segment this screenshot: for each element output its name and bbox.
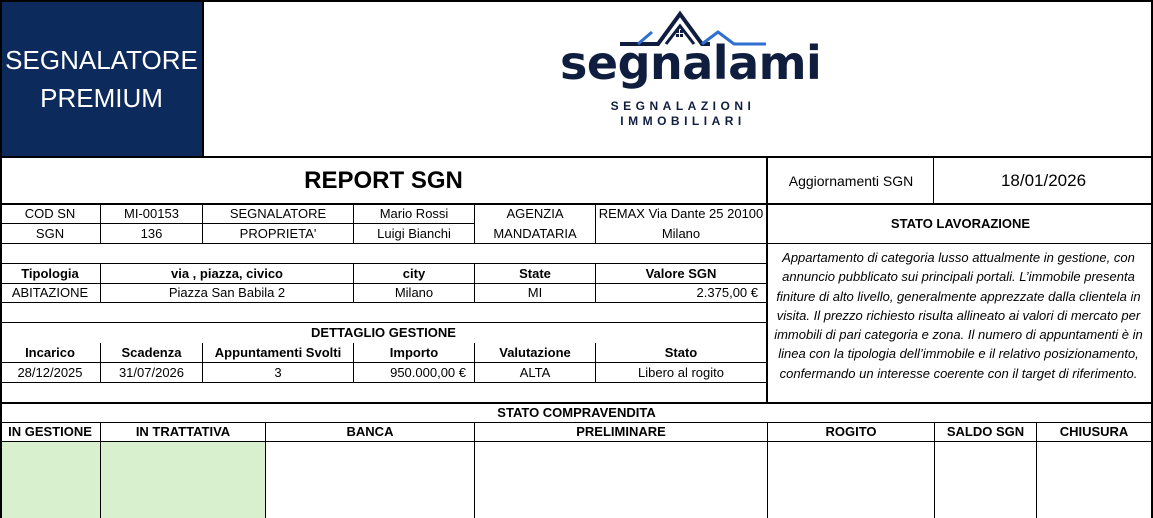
- stato-value: Libero al rogito: [638, 364, 724, 380]
- importo-header: Importo: [389, 344, 439, 360]
- appuntamenti-value: 3: [274, 364, 282, 380]
- logo-subtitle-2: IMMOBILIARI: [620, 114, 746, 128]
- indirizzo-header: via , piazza, civico: [171, 265, 283, 281]
- valore-sgn-value: 2.375,00 €: [696, 285, 758, 301]
- stato-lavorazione-text: Appartamento di categoria lusso attualmente in gestione, con annuncio pubblicato sui principali portali. L’immobile presenta finiture di alto livello, generalmente apprezzate dalla clientela in visita. Il prezzo richiesto risulta allineato ai valori di mercato per immobili di pari categoria e zona. Il numero di appuntamenti è in linea con la tipologia dell’immobile e il relativo posizionamento, confermando un interesse coerente con il target di riferimento.: [774, 250, 1143, 381]
- chiusura-header: CHIUSURA: [1059, 424, 1129, 440]
- valutazione-value: ALTA: [519, 364, 551, 380]
- state-header: State: [519, 265, 551, 281]
- agenzia-value-line-2: Milano: [661, 225, 701, 241]
- sgn-value: 136: [140, 225, 163, 241]
- badge-line-1: SEGNALATORE: [5, 44, 198, 75]
- gestione-title: DETTAGLIO GESTIONE: [311, 325, 456, 341]
- report-title: REPORT SGN: [304, 166, 463, 194]
- city-header: city: [402, 265, 426, 281]
- proprieta-label: PROPRIETA': [239, 225, 317, 241]
- logo-subtitle-1: SEGNALAZIONI: [610, 99, 756, 113]
- agenzia-value-line-1: REMAX Via Dante 25 20100: [598, 205, 764, 221]
- gestione-values-bottom: [0, 382, 767, 383]
- incarico-header: Incarico: [25, 344, 75, 360]
- updates-date: 18/01/2026: [1000, 170, 1087, 190]
- cod-value: MI-00153: [124, 205, 179, 221]
- compravendita-title: STATO COMPRAVENDITA: [497, 405, 656, 421]
- property-values-bottom: [0, 302, 767, 303]
- scadenza-header: Scadenza: [121, 344, 182, 360]
- preliminare-header: PRELIMINARE: [576, 424, 666, 440]
- in-gestione-header: IN GESTIONE: [8, 424, 92, 440]
- proprieta-value: Luigi Bianchi: [377, 225, 451, 241]
- badge-line-2: PREMIUM: [40, 82, 163, 113]
- cod-label: COD SN: [24, 205, 76, 221]
- info-bottom-line: [0, 243, 767, 244]
- updates-label: Aggiornamenti SGN: [788, 172, 914, 189]
- segnalatore-label: SEGNALATORE: [229, 205, 327, 221]
- scadenza-value: 31/07/2026: [118, 364, 185, 380]
- stato-lavorazione-title: STATO LAVORAZIONE: [890, 216, 1031, 232]
- valutazione-header: Valutazione: [499, 344, 571, 360]
- badge-divider: [202, 0, 204, 157]
- appuntamenti-header: Appuntamenti Svolti: [214, 344, 342, 360]
- in-trattativa-header: IN TRATTATIVA: [135, 424, 231, 440]
- in-trattativa-status-cell: [101, 442, 265, 518]
- frame-top: [0, 0, 1153, 2]
- stato-header: Stato: [664, 344, 698, 360]
- in-gestione-status-cell: [2, 442, 100, 518]
- sgn-label: SGN: [35, 225, 65, 241]
- agenzia-label-line-1: AGENZIA: [506, 205, 564, 221]
- indirizzo-value: Piazza San Babila 2: [168, 285, 286, 301]
- lavorazione-header-line: [767, 243, 1153, 244]
- saldo-sgn-header: SALDO SGN: [946, 424, 1025, 440]
- agenzia-label-line-2: MANDATARIA: [493, 225, 577, 241]
- segnalatore-value: Mario Rossi: [379, 205, 449, 221]
- tipologia-value: ABITAZIONE: [11, 285, 89, 301]
- state-value: MI: [527, 285, 543, 301]
- banca-header: BANCA: [346, 424, 394, 440]
- incarico-value: 28/12/2025: [17, 364, 83, 380]
- premium-badge: [0, 0, 203, 157]
- city-value: Milano: [394, 285, 434, 301]
- logo-wordmark: segnalami: [560, 36, 822, 90]
- tipologia-header: Tipologia: [21, 265, 79, 281]
- valore-sgn-header: Valore SGN: [645, 265, 717, 281]
- importo-value: 950.000,00 €: [390, 364, 466, 380]
- rogito-header: ROGITO: [825, 424, 877, 440]
